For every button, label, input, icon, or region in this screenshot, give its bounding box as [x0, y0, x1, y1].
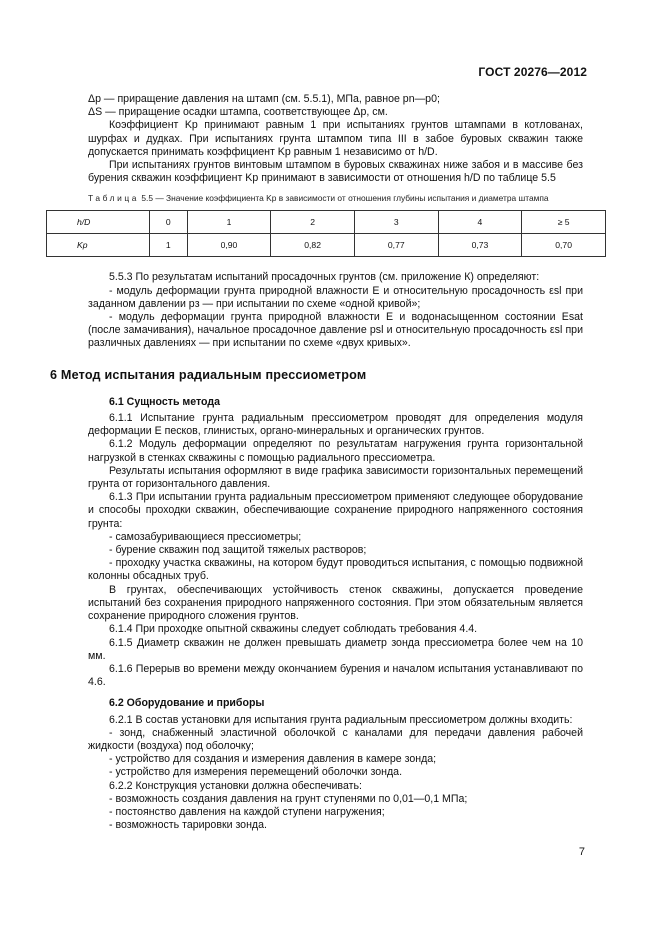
- subsection-6-1-title: 6.1 Сущность метода: [109, 395, 221, 408]
- subsection-6-2-title: 6.2 Оборудование и приборы: [109, 697, 265, 710]
- clause-6-1-3: 6.1.3 При испытании грунта радиальным прессиометром применяют следующее оборудование и способы проходки скважин, обеспечивающие сохранение природного напряженного состояния грунта:: [88, 491, 583, 530]
- list-item: - самозабуривающиеся прессиометры;: [109, 530, 302, 543]
- table-cell: 2: [271, 211, 355, 234]
- clause-5-5-3: 5.5.3 По результатам испытаний просадочных грунтов (см. приложение К) определяют:: [109, 271, 540, 284]
- paragraph-kp-1: Коэффициент Kp принимают равным 1 при испытаниях грунтов штампами в котлованах, шурфах и дудках. При испытаниях грунта штампом типа III в забое буровых скважин также допускается принимать коэффициент Kp равным 1 независимо от h/D.: [88, 119, 583, 158]
- page-content: [50, 93, 583, 832]
- clause-6-1-1: 6.1.1 Испытание грунта радиальным прессиометром проводят для определения модуля деформации E песков, глинистых, органо-минеральных и органических грунтов.: [88, 412, 583, 438]
- list-item: - возможность тарировки зонда.: [109, 819, 267, 832]
- paragraph: Результаты испытания оформляют в виде графика зависимости горизонтальных перемещений грунта от горизонтального давления.: [88, 464, 583, 491]
- kp-table: [46, 210, 606, 257]
- list-item: - устройство для создания и измерения давления в камере зонда;: [109, 753, 437, 766]
- list-item: - устройство для измерения перемещений оболочки зонда.: [109, 766, 403, 779]
- table-row-label: Kp: [47, 234, 150, 257]
- table-cell: 1: [150, 234, 188, 257]
- definition-dp: Δp — приращение давления на штамп (см. 5.5.1), МПа, равное pn—p0;: [88, 93, 440, 105]
- table-cell: 0,90: [187, 234, 271, 257]
- clause-6-1-5: 6.1.5 Диаметр скважин не должен превышать диаметр зонда прессиометра более чем на 10 мм.: [88, 636, 583, 662]
- paragraph: В грунтах, обеспечивающих устойчивость стенок скважины, допускается проведение испытаний без сохранения природного напряженного состояния. При этом обязательным является сохранение природного сложения грунтов.: [88, 583, 583, 623]
- table-cell: 3: [354, 211, 438, 234]
- clause-6-1-6: 6.1.6 Перерыв во времени между окончанием бурения и началом испытания устанавливают по 4.6.: [88, 662, 583, 689]
- list-item: - модуль деформации грунта природной влажности E и относительную просадочность εsl при заданном давлении pз — при испытании по схеме «одной кривой»;: [88, 284, 583, 310]
- table-row-label: h/D: [47, 211, 150, 234]
- clause-6-2-1: 6.2.1 В состав установки для испытания грунта радиальным прессиометром должны входить:: [109, 713, 573, 726]
- table-cell: 1: [187, 211, 271, 234]
- table-caption-text: 5.5 — Значение коэффициента Kp в зависимости от отношения глубины испытания и диаметра штампа: [141, 193, 549, 204]
- table-caption: [88, 193, 583, 204]
- list-item: - модуль деформации грунта природной влажности E и водонасыщенном состоянии Esat (после замачивания), начальное просадочное давление psl и относительную просадочность εsl при различных давлениях — при испытании по схеме «двух кривых».: [88, 311, 583, 350]
- page-number: 7: [578, 846, 585, 858]
- list-item: - постоянство давления на каждой ступени нагружения;: [109, 805, 385, 818]
- table-caption-prefix: Таблица: [88, 193, 140, 204]
- table-cell: 0: [150, 211, 188, 234]
- definition-ds: ΔS — приращение осадки штампа, соответствующее Δp, см.: [88, 106, 388, 119]
- document-header: ГОСТ 20276—2012: [478, 65, 587, 79]
- clause-6-1-4: 6.1.4 При проходке опытной скважины следует соблюдать требования 4.4.: [109, 623, 478, 636]
- table-cell: 0,77: [354, 234, 438, 257]
- table-cell: ≥ 5: [522, 211, 606, 234]
- list-item: - зонд, снабженный эластичной оболочкой с каналами для передачи давления рабочей жидкости (воздуха) под оболочку;: [88, 726, 583, 752]
- list-item: - проходку участка скважины, на котором будут проводиться испытания, с помощью подвижной колонны обсадных труб.: [88, 557, 583, 583]
- table-cell: 4: [438, 211, 522, 234]
- table-row: [47, 234, 606, 257]
- clause-6-2-2: 6.2.2 Конструкция установки должна обеспечивать:: [109, 779, 362, 792]
- list-item: - бурение скважин под защитой тяжелых растворов;: [109, 544, 367, 557]
- section-6-title: 6 Метод испытания радиальным прессиометром: [50, 367, 367, 382]
- table-cell: 0,70: [522, 234, 606, 257]
- list-item: - возможность создания давления на грунт ступенями по 0,01—0,1 МПа;: [109, 792, 468, 805]
- paragraph-kp-2: При испытаниях грунтов винтовым штампом в буровых скважинах ниже забоя и в массиве без бурения скважин коэффициент Kp принимают в зависимости от отношения h/D по таблице 5.5: [88, 159, 583, 185]
- clause-6-1-2: 6.1.2 Модуль деформации определяют по результатам нагружения грунта горизонтальной нагрузкой в стенках скважины с помощью радиального прессиометра.: [88, 438, 583, 464]
- table-cell: 0,73: [438, 234, 522, 257]
- table-cell: 0,82: [271, 234, 355, 257]
- table-row: [47, 211, 606, 234]
